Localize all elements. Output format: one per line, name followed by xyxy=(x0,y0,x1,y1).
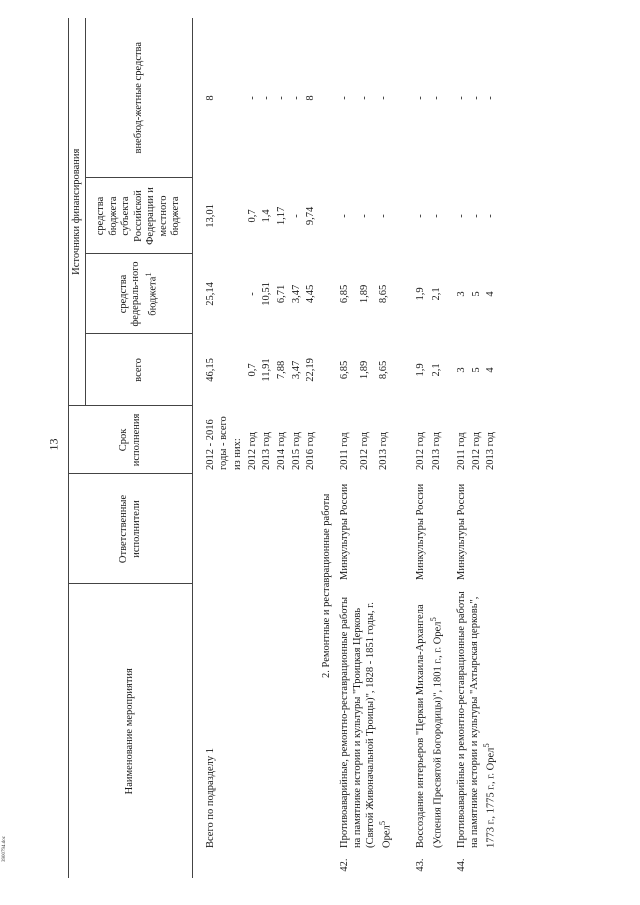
regional-cell: - xyxy=(485,214,497,218)
footnote-mark: 5 xyxy=(427,617,438,622)
item-executor: Минкультуры России xyxy=(339,483,351,580)
extra-cell: - xyxy=(455,96,467,100)
extra-cell: 8 xyxy=(305,95,317,101)
total-cell: 3 xyxy=(455,367,467,373)
extra-cell: - xyxy=(261,96,273,100)
item-name-text: Воссоздание интерьеров "Церкви Михаила-Архангела (Успения Пресвятой Богородицы)", 1801 г., г. Орел xyxy=(415,604,444,848)
extra-cell: - xyxy=(485,96,497,100)
header-period: Срок исполнения xyxy=(69,406,193,474)
table-row xyxy=(411,18,430,878)
extra-cell: - xyxy=(275,96,287,100)
regional-cell: - xyxy=(415,214,427,218)
item-executor: Минкультуры России xyxy=(415,483,427,580)
period-cell: 2013 год xyxy=(485,432,497,470)
total-cell: 46,15 xyxy=(205,358,216,382)
total-cell: 5 xyxy=(470,367,482,373)
total-cell: 7,88 xyxy=(275,360,287,380)
item-name xyxy=(335,584,395,852)
table-row xyxy=(452,18,470,878)
regional-cell: - xyxy=(470,214,482,218)
regional-cell: - xyxy=(358,214,370,218)
extra-cell: 8 xyxy=(205,95,216,101)
total-cell: 4 xyxy=(485,367,497,373)
row-number-blank xyxy=(193,852,319,878)
federal-cell: 5 xyxy=(470,291,482,297)
regional-cell xyxy=(231,178,246,254)
period-cell: 2011 год xyxy=(455,432,467,470)
summary-executor-blank xyxy=(193,474,319,584)
table-row xyxy=(335,18,358,878)
regional-cell: - xyxy=(339,214,351,218)
federal-cell: 25,14 xyxy=(205,282,216,306)
federal-cell: 6,85 xyxy=(339,284,351,304)
financing-table xyxy=(68,18,505,878)
regional-cell: 0,7 xyxy=(246,209,258,223)
period-cell: из них: xyxy=(232,438,244,470)
total-cell: 2,1 xyxy=(431,363,443,377)
federal-cell: 3 xyxy=(455,291,467,297)
extra-cell: - xyxy=(358,96,370,100)
period-cell: 2013 год xyxy=(261,432,273,470)
period-cell: 2015 год xyxy=(290,432,302,470)
regional-cell: - xyxy=(377,214,389,218)
item-name xyxy=(411,584,446,852)
spacer-cell xyxy=(499,18,505,878)
regional-cell: - xyxy=(455,214,467,218)
federal-cell: 3,47 xyxy=(290,284,302,304)
section-title: 2. Ремонтные и реставрационные работы xyxy=(320,493,332,678)
regional-cell: 1,4 xyxy=(261,209,273,223)
period-cell: 2013 год xyxy=(431,432,443,470)
federal-cell: 2,1 xyxy=(431,287,443,301)
period-cell: 2013 год xyxy=(377,432,389,470)
header-total: всего xyxy=(86,334,193,406)
period-cell: 2011 год xyxy=(339,432,351,470)
extra-cell: - xyxy=(246,96,258,100)
item-name xyxy=(452,584,499,852)
regional-cell: - xyxy=(290,214,302,218)
header-federal: средства федераль-ного бюджета$^1$ xyxy=(86,254,193,334)
total-cell: 6,85 xyxy=(339,360,351,380)
federal-cell: 4 xyxy=(485,291,497,297)
federal-cell: 1,89 xyxy=(358,284,370,304)
page-number: 13 xyxy=(46,438,61,451)
total-cell: 1,9 xyxy=(415,363,427,377)
federal-cell: 4,45 xyxy=(305,284,317,304)
header-executor: Ответственные исполнители xyxy=(69,474,193,584)
item-number: 42. xyxy=(339,858,351,872)
federal-cell: 10,51 xyxy=(261,282,273,306)
total-cell xyxy=(231,334,246,406)
regional-cell: 9,74 xyxy=(305,206,317,226)
period-cell: 2012 год xyxy=(470,432,482,470)
item-number: 43. xyxy=(415,858,427,872)
extra-cell: - xyxy=(431,96,443,100)
item-name-text: Противоаварийные и ремонтно-реставрационные работы на памятнике истории и культуры "Ахтырская церковь", 1773 г., 1775 г., г. Орел xyxy=(455,591,497,848)
spacer-cell xyxy=(395,18,411,878)
summary-name: Всего по подразделу 1 xyxy=(205,747,216,848)
federal-cell xyxy=(231,254,246,334)
header-regional: средства бюджета субъекта Российской Федерации и местного бюджета xyxy=(86,178,193,254)
federal-cell: - xyxy=(246,292,258,296)
item-number: 44. xyxy=(455,858,467,872)
footnote-mark: 5 xyxy=(481,743,492,748)
federal-cell: 6,71 xyxy=(275,284,287,304)
regional-cell: - xyxy=(431,214,443,218)
period-cell: 2012 год xyxy=(415,432,427,470)
federal-cell: 1,9 xyxy=(415,287,427,301)
period-cell: 2016 год xyxy=(305,432,317,470)
section-row xyxy=(319,18,336,878)
spacer-row xyxy=(395,18,411,878)
extra-cell: - xyxy=(377,96,389,100)
period-cell: 2012 - 2016 годы - всего xyxy=(205,416,229,470)
footnote-mark: 5 xyxy=(377,820,388,826)
total-cell: 1,89 xyxy=(358,360,370,380)
document-id: 3900794.doc xyxy=(2,836,7,862)
federal-cell: 8,65 xyxy=(377,284,389,304)
total-cell: 0,7 xyxy=(246,363,258,377)
extra-cell: - xyxy=(415,96,427,100)
header-extra: внебюд-жетные средства xyxy=(86,18,193,178)
period-cell: 2012 год xyxy=(358,432,370,470)
total-cell: 11,91 xyxy=(261,358,273,382)
extra-cell: - xyxy=(470,96,482,100)
header-sources: Источники финансирования xyxy=(69,18,86,406)
extra-cell: - xyxy=(339,96,351,100)
extra-cell: - xyxy=(290,96,302,100)
regional-cell: 1,17 xyxy=(275,206,287,226)
period-cell: 2012 год xyxy=(246,432,258,470)
item-name-text: Противоаварийные, ремонтно-реставрационные работы на памятнике истории и культуры "Троицкая Церковь (Святой Живоначальной Троицы)", 1828 - 1851 годы, г. Орел xyxy=(339,596,393,848)
period-cell: 2014 год xyxy=(275,432,287,470)
item-executor: Минкультуры России xyxy=(455,483,467,580)
regional-cell: 13,01 xyxy=(205,204,216,228)
table-row xyxy=(193,18,232,878)
total-cell: 8,65 xyxy=(377,360,389,380)
total-cell: 22,19 xyxy=(305,358,317,382)
table-body xyxy=(193,18,506,878)
total-cell: 3,47 xyxy=(290,360,302,380)
header-name: Наименование мероприятия xyxy=(69,584,193,878)
extra-cell xyxy=(231,18,246,178)
spacer-row xyxy=(499,18,505,878)
rotated-table-container xyxy=(68,18,568,878)
